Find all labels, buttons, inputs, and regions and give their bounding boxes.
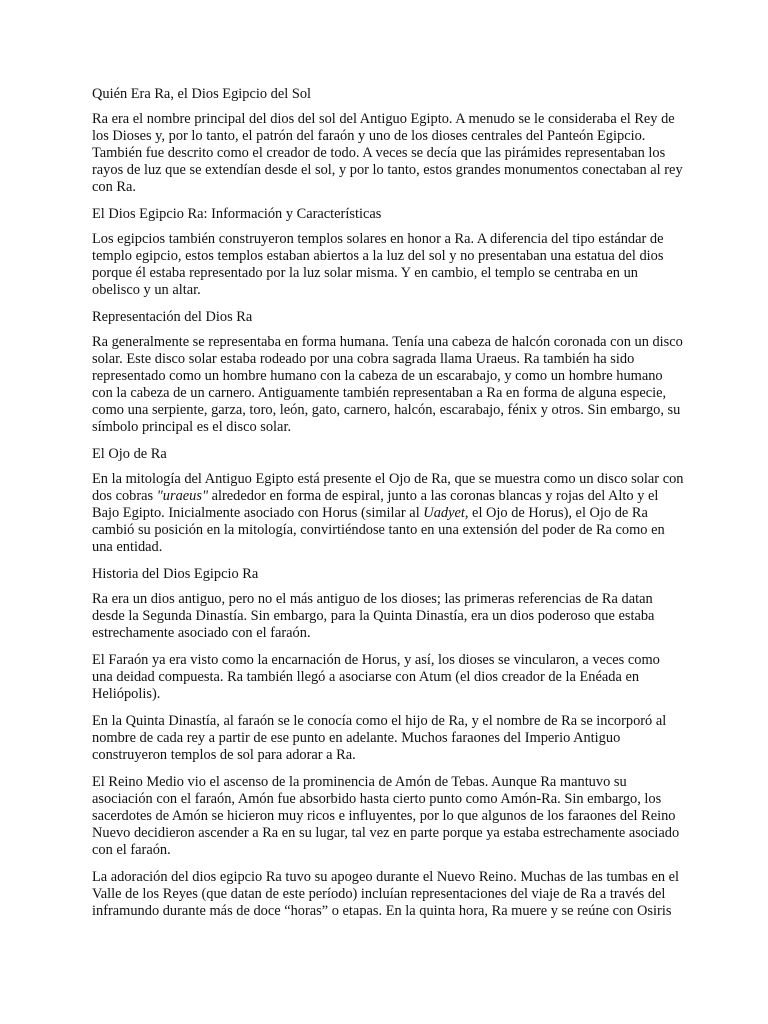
section-heading-info: El Dios Egipcio Ra: Información y Características <box>92 206 382 222</box>
section-heading-history: Historia del Dios Egipcio Ra <box>92 566 259 582</box>
eye-text-part1: En la mitología del Antiguo Egipto está presente el Ojo de Ra, que se muestra como un disco solar con dos cobras <box>92 471 684 504</box>
history-paragraph-4: El Reino Medio vio el ascenso de la prominencia de Amón de Tebas. Aunque Ra mantuvo su asociación con el faraón, Amón fue absorbido hasta cierto punto como Amón-Ra. Sin embargo, los sacerdotes de Amón se hicieron muy ricos e influyentes, por lo que algunos de los faraones del Reino Nuevo decidieron ascender a Ra en su lugar, tal vez en parte porque ya estaba estrechamente asociado con el faraón. <box>92 774 680 858</box>
info-paragraph: Los egipcios también construyeron templos solares en honor a Ra. A diferencia del tipo estándar de templo egipcio, estos templos estaban abiertos a la luz del sol y no presentaban una estatua del dios porque él estaba representado por la luz solar misma. Y en cambio, el templo se centraba en un obelisco y un altar. <box>92 231 664 298</box>
history-paragraph-5: La adoración del dios egipcio Ra tuvo su apogeo durante el Nuevo Reino. Muchas de las tumbas en el Valle de los Reyes (que datan de este período) incluían representaciones del viaje de Ra a través del inframundo durante más de doce “horas” o etapas. En la quinta hora, Ra muere y se reúne con Osiris <box>92 869 680 919</box>
history-paragraph-2: El Faraón ya era visto como la encarnación de Horus, y así, los dioses se vincularon, a veces como una deidad compuesta. Ra también llegó a asociarse con Atum (el dios creador de la Enéada en Heliópolis). <box>92 652 660 702</box>
document-title: Quién Era Ra, el Dios Egipcio del Sol <box>92 86 312 102</box>
section-heading-eye: El Ojo de Ra <box>92 446 167 462</box>
representation-paragraph: Ra generalmente se representaba en forma humana. Tenía una cabeza de halcón coronada con un disco solar. Este disco solar estaba rodeado por una cobra sagrada llama Uraeus. Ra también ha sido representado como un hombre humano con la cabeza de un escarabajo, y como un hombre humano con la cabeza de un carnero. Antiguamente también representaban a Ra en forma de alguna especie, como una serpiente, garza, toro, león, gato, carnero, halcón, escarabajo, fénix y otros. Sin embargo, su símbolo principal es el disco solar. <box>92 334 683 435</box>
eye-text-part3: el Ojo de Horus), el Ojo de Ra cambió su posición en la mitología, convirtiéndose tanto en una extensión del poder de Ra como en una entidad. <box>92 505 665 555</box>
eye-text-part2: alrededor en forma de espiral, junto a las coronas blancas y rojas del Alto y el Bajo Egipto. Inicialmente asociado con Horus (similar al <box>92 488 659 521</box>
history-paragraph-1: Ra era un dios antiguo, pero no el más antiguo de los dioses; las primeras referencias de Ra datan desde la Segunda Dinastía. Sin embargo, para la Quinta Dinastía, era un dios poderoso que estaba estrechamente asociado con el faraón. <box>92 591 655 641</box>
eye-paragraph <box>92 471 684 556</box>
intro-paragraph: Ra era el nombre principal del dios del sol del Antiguo Egipto. A menudo se le consideraba el Rey de los Dioses y, por lo tanto, el patrón del faraón y uno de los dioses centrales del Panteón Egipcio. También fue descrito como el creador de todo. A veces se decía que las pirámides representaban los rayos de luz que se extendían desde el sol, y por lo tanto, estos grandes monumentos conectaban al rey con Ra. <box>92 111 683 195</box>
section-heading-representation: Representación del Dios Ra <box>92 309 253 325</box>
history-paragraph-3: En la Quinta Dinastía, al faraón se le conocía como el hijo de Ra, y el nombre de Ra se incorporó al nombre de cada rey a partir de ese punto en adelante. Muchos faraones del Imperio Antiguo construyeron templos de sol para adorar a Ra. <box>92 713 667 763</box>
eye-text-uraeus: "uraeus" <box>156 488 209 504</box>
eye-text-uadyet: Uadyet, <box>423 505 469 521</box>
